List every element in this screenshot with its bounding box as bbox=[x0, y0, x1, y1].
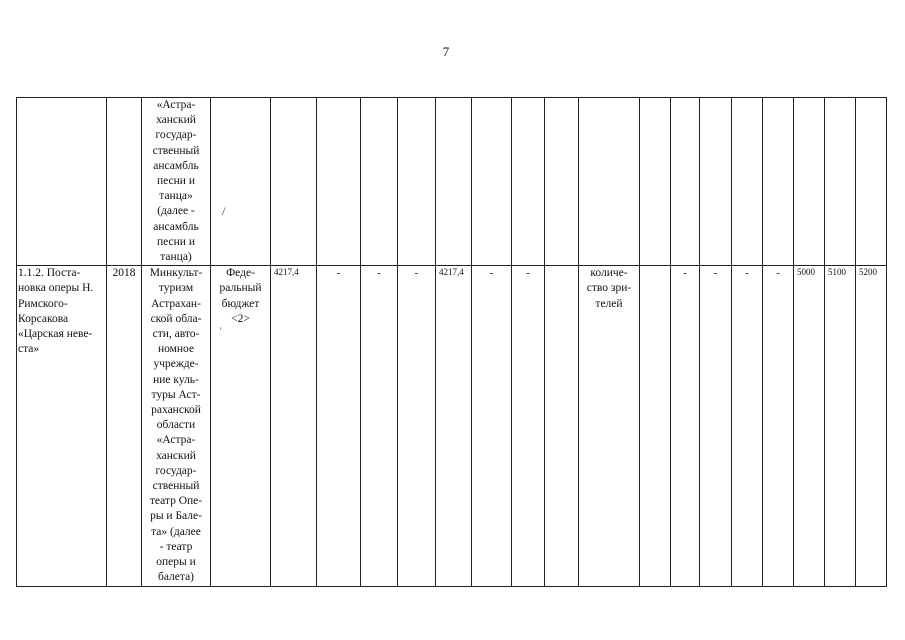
cell-value bbox=[732, 98, 763, 266]
cell-value bbox=[436, 98, 472, 266]
pen-mark: / bbox=[222, 204, 226, 218]
cell-value bbox=[361, 98, 398, 266]
cell-value: 5000 bbox=[794, 266, 825, 586]
cell-value: - bbox=[317, 266, 361, 586]
cell-value bbox=[271, 98, 317, 266]
cell-executor: «Астра- ханский государ- ственный ансамбль песни и танца» (далее - ансамбль песни и танца) bbox=[142, 98, 211, 266]
cell-source bbox=[211, 98, 271, 266]
cell-value bbox=[700, 98, 732, 266]
table-row bbox=[17, 266, 887, 586]
cell-value: - bbox=[361, 266, 398, 586]
cell-value bbox=[545, 98, 579, 266]
cell-value bbox=[856, 98, 887, 266]
cell-year: 2018 bbox=[107, 266, 142, 586]
program-table bbox=[16, 97, 887, 587]
cell-value bbox=[825, 98, 856, 266]
cell-value bbox=[472, 98, 512, 266]
cell-value: - bbox=[671, 266, 700, 586]
cell-value bbox=[763, 98, 794, 266]
cell-empty bbox=[545, 266, 579, 586]
cell-value: - bbox=[472, 266, 512, 586]
cell-source: Феде- ральный бюджет <2> bbox=[211, 266, 271, 586]
table-row bbox=[17, 98, 887, 266]
cell-name bbox=[17, 98, 107, 266]
cell-indicator: количе- ство зри- телей bbox=[579, 266, 640, 586]
cell-value bbox=[512, 98, 545, 266]
cell-value bbox=[794, 98, 825, 266]
pen-mark: ' bbox=[220, 326, 222, 336]
cell-value: - bbox=[700, 266, 732, 586]
cell-value: - bbox=[763, 266, 794, 586]
cell-empty bbox=[640, 266, 671, 586]
cell-value bbox=[317, 98, 361, 266]
cell-indicator bbox=[579, 98, 640, 266]
cell-value: 4217,4 bbox=[436, 266, 472, 586]
cell-value: 5200 bbox=[856, 266, 887, 586]
cell-value: - bbox=[512, 266, 545, 586]
cell-executor: Минкульт- туризм Астрахан- ской обла- сти, авто- номное учрежде- ние куль- туры Аст- раханской области «Астра- ханский государ- ственный театр Опе- ры и Бале- та» (далее - театр оперы и балета) bbox=[142, 266, 211, 586]
cell-value bbox=[671, 98, 700, 266]
cell-name: 1.1.2. Поста- новка оперы Н. Римского- Корсакова «Царская неве- ста» bbox=[17, 266, 107, 586]
cell-value: 5100 bbox=[825, 266, 856, 586]
cell-value bbox=[640, 98, 671, 266]
page-number: 7 bbox=[442, 44, 450, 59]
cell-value: 4217,4 bbox=[271, 266, 317, 586]
cell-value: - bbox=[732, 266, 763, 586]
cell-year bbox=[107, 98, 142, 266]
cell-value: - bbox=[398, 266, 436, 586]
cell-value bbox=[398, 98, 436, 266]
